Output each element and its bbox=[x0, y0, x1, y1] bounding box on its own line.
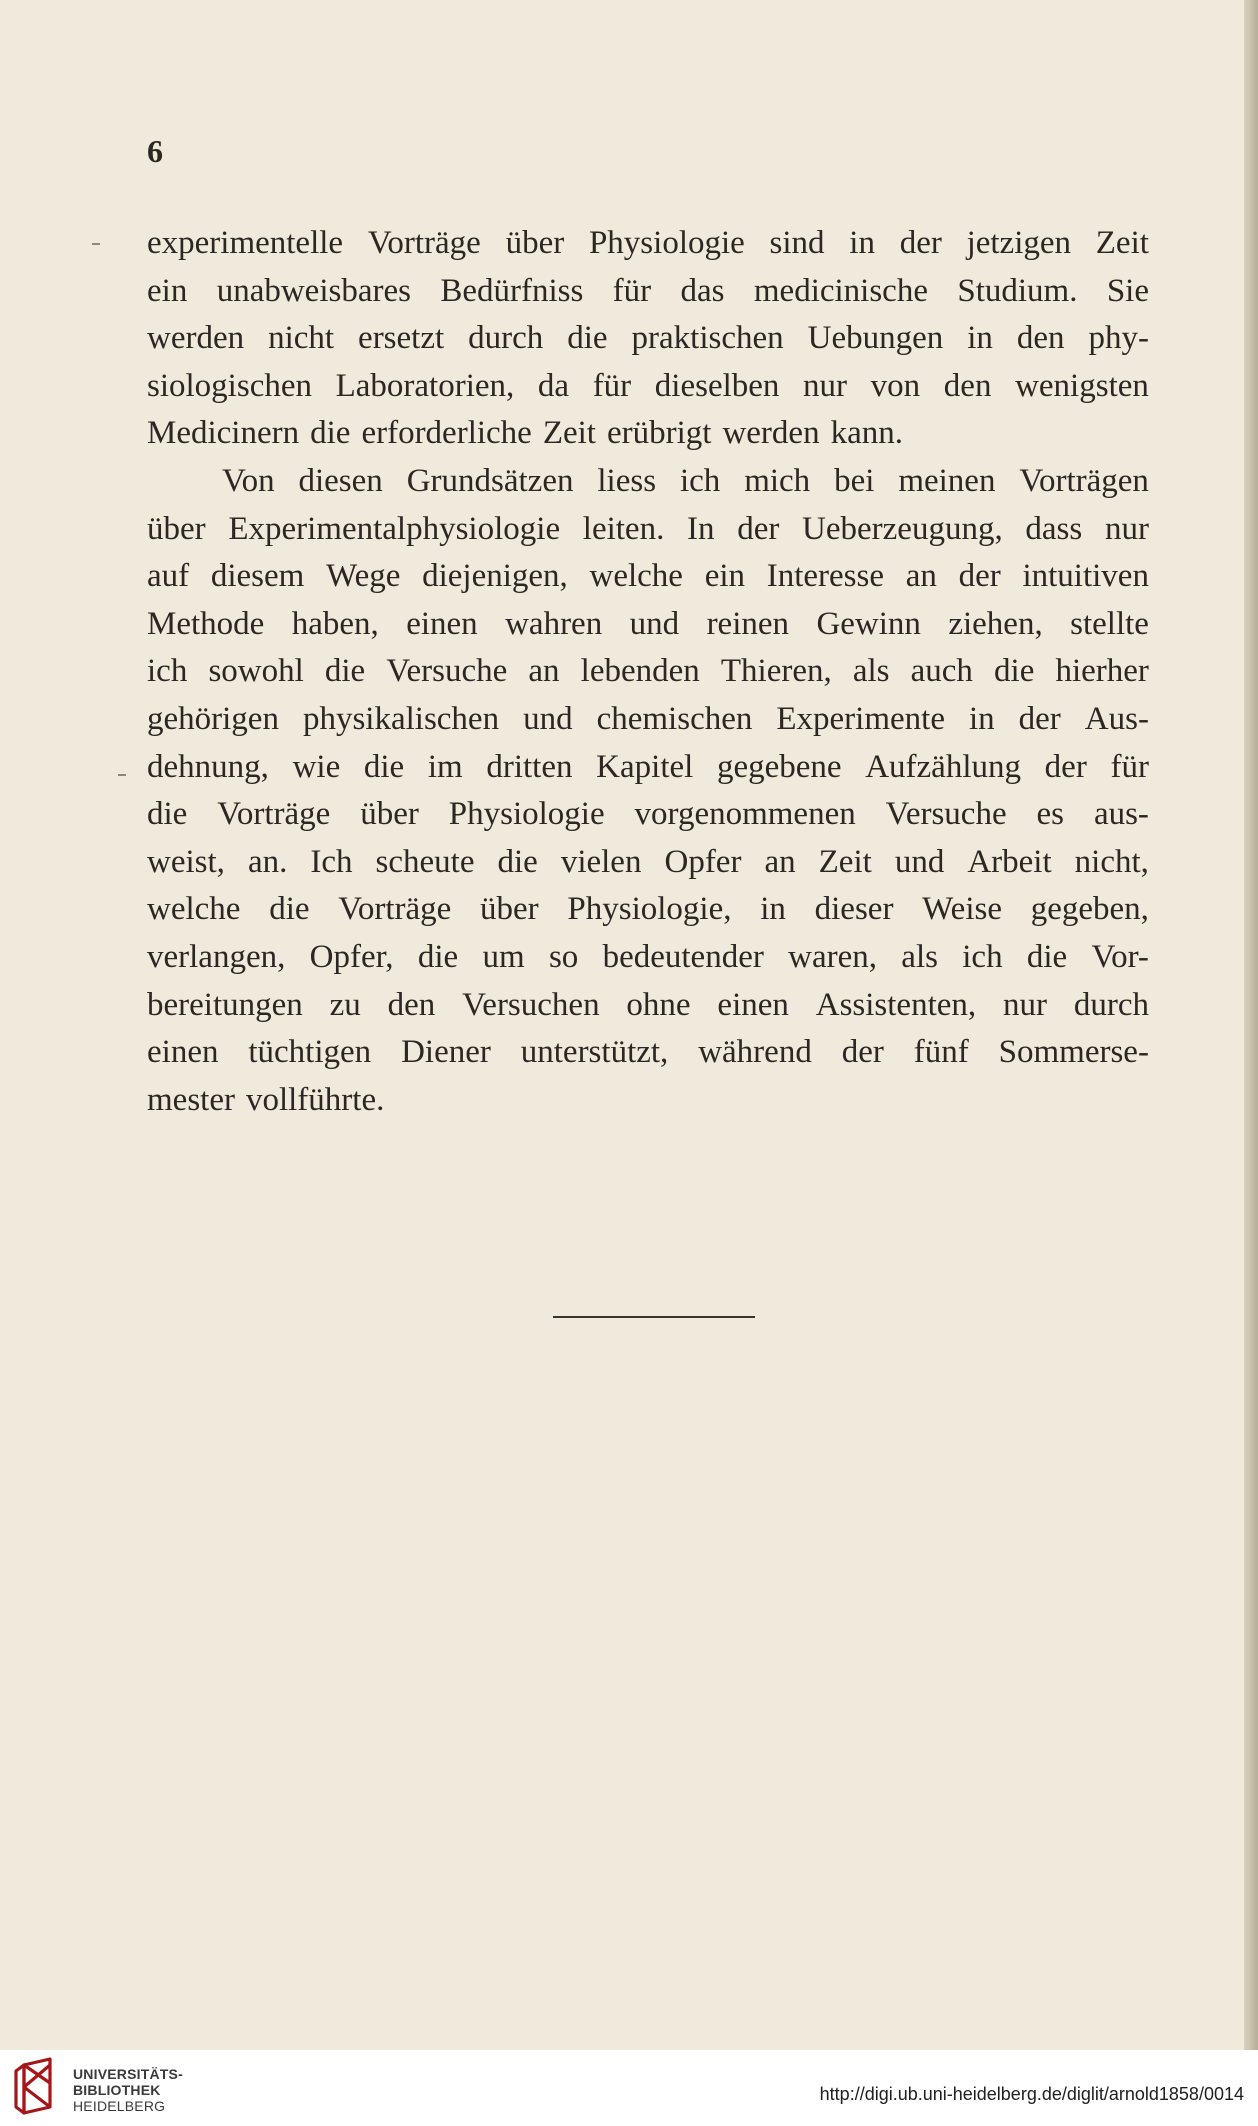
word: bereitungen bbox=[147, 986, 303, 1023]
word: Kapitel bbox=[596, 748, 694, 785]
word: ein bbox=[147, 272, 188, 309]
word: durch bbox=[468, 320, 544, 357]
word: Versuche bbox=[885, 796, 1007, 833]
word: und bbox=[894, 843, 945, 880]
word: in bbox=[849, 225, 875, 261]
word: nur bbox=[1003, 986, 1047, 1023]
word: Gewinn bbox=[816, 605, 921, 642]
word: ersetzt bbox=[358, 320, 445, 357]
word: werden bbox=[147, 320, 245, 357]
word: Vorträgen bbox=[1019, 462, 1149, 499]
word: an. bbox=[247, 843, 288, 880]
word: es bbox=[1036, 796, 1065, 833]
text-line bbox=[147, 934, 1149, 982]
word: chemischen bbox=[596, 700, 753, 737]
word: dass bbox=[1025, 510, 1083, 547]
word: die bbox=[310, 415, 351, 452]
word: den bbox=[387, 986, 436, 1023]
word: die bbox=[269, 891, 310, 928]
text-line bbox=[147, 410, 1149, 458]
word: physikalischen bbox=[302, 700, 500, 737]
section-end-rule bbox=[553, 1316, 755, 1318]
word: Opfer bbox=[664, 843, 742, 880]
word: den bbox=[1016, 320, 1065, 357]
word: durch bbox=[1073, 986, 1149, 1023]
word: In bbox=[687, 510, 715, 547]
word: auf bbox=[147, 558, 190, 595]
library-name-line-3: HEIDELBERG bbox=[73, 2098, 166, 2114]
word: nicht, bbox=[1074, 843, 1149, 880]
word: Grundsätzen bbox=[406, 462, 574, 499]
word: von bbox=[870, 367, 921, 404]
word: der bbox=[737, 510, 780, 547]
word: Sommerse- bbox=[998, 1034, 1149, 1071]
word: Aus- bbox=[1084, 700, 1149, 737]
word: Zeit bbox=[1095, 225, 1149, 261]
word: gegebene bbox=[716, 748, 842, 785]
word: als bbox=[901, 938, 938, 975]
word: erübrigt bbox=[606, 415, 712, 452]
word: reinen bbox=[706, 605, 790, 642]
word: das bbox=[680, 272, 725, 309]
word: Ueberzeugung, bbox=[802, 510, 1003, 547]
word: diesem bbox=[210, 558, 305, 595]
word: zu bbox=[329, 986, 361, 1023]
word: der bbox=[958, 558, 1001, 595]
word: ziehen, bbox=[948, 605, 1043, 642]
word: die bbox=[363, 748, 405, 785]
word: den bbox=[943, 367, 992, 404]
word: Assistenten, bbox=[815, 986, 977, 1023]
word: Ich bbox=[310, 843, 353, 880]
word: Opfer, bbox=[309, 938, 394, 975]
word: einen bbox=[406, 605, 478, 642]
word: diesen bbox=[298, 462, 383, 499]
word: in bbox=[968, 700, 995, 737]
word: Vorträge bbox=[338, 891, 452, 928]
word: nicht bbox=[268, 320, 335, 357]
word: nur bbox=[803, 367, 848, 404]
word: liess bbox=[597, 462, 657, 499]
word: Bedürfniss bbox=[440, 272, 584, 309]
word: nur bbox=[1104, 510, 1149, 547]
word: siologischen bbox=[147, 367, 312, 404]
text-line bbox=[147, 220, 1149, 268]
word: werden bbox=[722, 415, 820, 452]
word: fünf bbox=[913, 1034, 969, 1071]
word: über bbox=[360, 796, 419, 833]
word: über bbox=[505, 225, 565, 261]
word: Uebungen bbox=[807, 320, 944, 357]
word: die bbox=[497, 843, 538, 880]
word: die bbox=[417, 938, 459, 975]
library-logo-icon bbox=[14, 2057, 60, 2115]
word: ein bbox=[704, 558, 746, 595]
word: für bbox=[612, 272, 652, 309]
word: in bbox=[967, 320, 993, 357]
source-url-link[interactable]: http://digi.ub.uni-heidelberg.de/diglit/arnold1858/0014 bbox=[819, 2084, 1244, 2104]
word: ich bbox=[147, 653, 188, 690]
text-line bbox=[147, 839, 1149, 887]
word: so bbox=[548, 938, 579, 975]
word: Zeit bbox=[542, 415, 596, 452]
word: um bbox=[482, 938, 525, 975]
word: meinen bbox=[898, 462, 996, 499]
text-line bbox=[147, 458, 1149, 506]
word: praktischen bbox=[631, 320, 784, 357]
word: in bbox=[760, 891, 786, 928]
word: vielen bbox=[560, 843, 642, 880]
word: Weise bbox=[922, 891, 1002, 928]
word: dehnung, bbox=[147, 748, 269, 785]
text-line bbox=[147, 982, 1149, 1030]
word: jetzigen bbox=[966, 225, 1072, 261]
word: weist, bbox=[147, 843, 225, 880]
word: an bbox=[764, 843, 796, 880]
word: mester bbox=[147, 1081, 235, 1118]
word: Von bbox=[222, 462, 275, 499]
word: gehörigen bbox=[147, 700, 279, 737]
word: bedeutender bbox=[602, 938, 764, 975]
word: bei bbox=[834, 462, 875, 499]
word: der bbox=[899, 225, 942, 261]
text-line bbox=[147, 268, 1149, 316]
word: an bbox=[528, 653, 560, 690]
word: und bbox=[523, 700, 573, 737]
word: tüchtigen bbox=[248, 1034, 372, 1071]
word: einen bbox=[717, 986, 789, 1023]
word: Vor- bbox=[1091, 938, 1149, 975]
word: die bbox=[567, 320, 608, 357]
text-line bbox=[147, 648, 1149, 696]
word: ich bbox=[679, 462, 721, 499]
word: über bbox=[480, 891, 539, 928]
word: und bbox=[629, 605, 680, 642]
word: unterstützt, bbox=[520, 1034, 669, 1071]
word: Physiologie bbox=[448, 796, 605, 833]
word: unabweisbares bbox=[216, 272, 411, 309]
word: Zeit bbox=[818, 843, 872, 880]
word: dritten bbox=[486, 748, 573, 785]
word: Laboratorien, bbox=[335, 367, 515, 404]
word: Vorträge bbox=[367, 225, 481, 261]
word: einen bbox=[147, 1034, 219, 1071]
margin-mark bbox=[92, 243, 100, 245]
word: der bbox=[1018, 700, 1061, 737]
word: welche bbox=[589, 558, 683, 595]
word: phy- bbox=[1088, 320, 1149, 357]
text-line bbox=[147, 506, 1149, 554]
text-line bbox=[147, 1077, 1149, 1125]
word: die bbox=[994, 653, 1035, 690]
word: wahren bbox=[505, 605, 603, 642]
word: stellte bbox=[1070, 605, 1149, 642]
word: ich bbox=[962, 938, 1003, 975]
word: haben, bbox=[291, 605, 379, 642]
word: sowohl bbox=[208, 653, 304, 690]
word: über bbox=[147, 510, 206, 547]
text-line bbox=[147, 601, 1149, 649]
word: dieser bbox=[814, 891, 894, 928]
word: diejenigen, bbox=[422, 558, 568, 595]
text-line bbox=[147, 363, 1149, 411]
word: Sie bbox=[1106, 272, 1149, 309]
word: Physiologie, bbox=[567, 891, 732, 928]
text-line bbox=[147, 744, 1149, 792]
word: gegeben, bbox=[1030, 891, 1149, 928]
word: ohne bbox=[626, 986, 691, 1023]
word: Vorträge bbox=[217, 796, 331, 833]
word: Experimente bbox=[776, 700, 945, 737]
word: leiten. bbox=[582, 510, 665, 547]
page-number: 6 bbox=[147, 133, 163, 169]
word: lebenden bbox=[580, 653, 700, 690]
word: während bbox=[698, 1034, 812, 1071]
word: für bbox=[592, 367, 632, 404]
word: sind bbox=[769, 225, 825, 261]
word: verlangen, bbox=[147, 938, 286, 975]
word: Thieren, bbox=[720, 653, 832, 690]
word: Studium. bbox=[957, 272, 1078, 309]
word: Experimentalphysiologie bbox=[228, 510, 561, 547]
text-line bbox=[147, 696, 1149, 744]
word: der bbox=[841, 1034, 884, 1071]
text-line bbox=[147, 791, 1149, 839]
text-line bbox=[147, 886, 1149, 934]
word: Interesse bbox=[766, 558, 885, 595]
word: mich bbox=[744, 462, 811, 499]
word: Physiologie bbox=[588, 225, 745, 261]
library-name-line-1: UNIVERSITÄTS- bbox=[73, 2066, 183, 2082]
margin-mark bbox=[118, 774, 126, 776]
page-edge-shadow bbox=[1244, 0, 1258, 2126]
word: aus- bbox=[1093, 796, 1149, 833]
word: Versuche bbox=[386, 653, 508, 690]
word: erforderliche bbox=[361, 415, 532, 452]
word: wenigsten bbox=[1015, 367, 1149, 404]
word: vollführte. bbox=[245, 1081, 385, 1118]
word: Wege bbox=[326, 558, 401, 595]
word: der bbox=[1044, 748, 1087, 785]
word: Versuchen bbox=[462, 986, 600, 1023]
word: die bbox=[147, 796, 188, 833]
body-text bbox=[147, 220, 1149, 1124]
word: auch bbox=[910, 653, 973, 690]
word: medicinische bbox=[753, 272, 928, 309]
library-name-line-2: BIBLIOTHEK bbox=[73, 2082, 161, 2098]
word: im bbox=[427, 748, 463, 785]
word: wie bbox=[292, 748, 341, 785]
word: die bbox=[1026, 938, 1068, 975]
word: dieselben bbox=[654, 367, 780, 404]
word: da bbox=[537, 367, 570, 404]
word: für bbox=[1110, 748, 1149, 785]
digitization-footer bbox=[0, 2050, 1258, 2126]
text-line bbox=[147, 315, 1149, 363]
text-line bbox=[147, 553, 1149, 601]
word: an bbox=[905, 558, 937, 595]
library-name bbox=[73, 2066, 183, 2114]
word: intuitiven bbox=[1022, 558, 1149, 595]
word: als bbox=[852, 653, 890, 690]
word: Medicinern bbox=[147, 415, 300, 452]
word: experimentelle bbox=[147, 225, 344, 261]
word: Methode bbox=[147, 605, 265, 642]
word: welche bbox=[147, 891, 241, 928]
text-line bbox=[147, 1029, 1149, 1077]
word: die bbox=[324, 653, 366, 690]
word: Diener bbox=[401, 1034, 491, 1071]
word: Arbeit bbox=[967, 843, 1052, 880]
word: Aufzählung bbox=[865, 748, 1022, 785]
word: hierher bbox=[1055, 653, 1149, 690]
word: waren, bbox=[788, 938, 877, 975]
word: vorgenommenen bbox=[634, 796, 856, 833]
word: scheute bbox=[375, 843, 475, 880]
word: kann. bbox=[830, 415, 903, 452]
